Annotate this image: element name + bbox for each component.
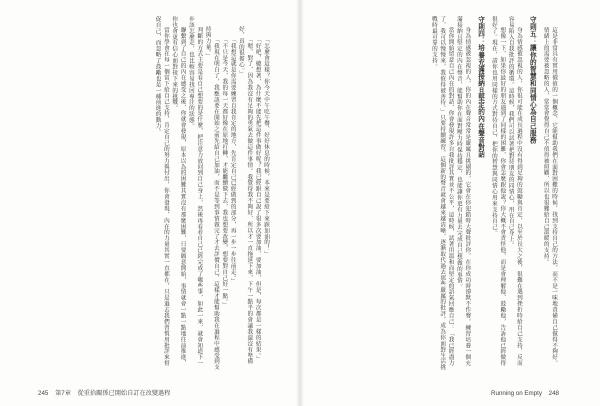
left-page-footer xyxy=(38,388,175,397)
running-title: Running on Empty xyxy=(491,390,542,397)
dialogue-line: 「不只是今天，我的每一天都好像在原地打轉，才能繼續做下去，我也想要改變，想要對自己好一點。」 xyxy=(221,37,228,309)
body-paragraph: 當你學會在每一個當下給自己支持，肯定自己的努力與付出，你會發現，內在的力量其實一直都在，只是過去我們習慣用批評來督促自己，而忽略了鼓勵也是一種前進的動力。 xyxy=(154,16,169,367)
body-paragraph: 想像一下，如果你最好的朋友遇到了同樣的困難，你會怎麼跟他說？你大概不會責怪他，而是會理解他、鼓勵他，告訴他已經做得很好了。現在，請你也用同樣的方式對待自己，把你的智慧與同情心用來支持自己。 xyxy=(490,16,506,367)
body-paragraph: 當你開始留意自己內在的對話，你會發現許多自我批評其實並不公平，這時候，試著用溫和而堅定的語氣回應自己：「我已經盡力了，我可以慢慢來，我值得被善待。」只要持續練習，這個新的聲音就會越來越清晰，逐漸取代過去那些嚴厲的批評，成為你面對生活挑戰時最可靠的支持。 xyxy=(430,16,454,371)
chapter-label: 第7章 xyxy=(55,390,71,397)
right-page xyxy=(300,0,600,406)
right-page-footer xyxy=(491,390,564,397)
body-paragraph: 身為情感被忽視的人，你很可能在成長過程中沒有得到足夠的鼓勵與肯定，以至於長大之後，很難在遇到挫折時給自己支持，反而容易陷入自我批評的循環。這時候，我們可以試著把對待朋友的同情心，用在自己身上。 xyxy=(507,16,522,367)
section-heading: 守則五：讓你的智慧和同情心為自己服務 xyxy=(528,16,537,144)
body-paragraph: 判斷的方式主要是看自己想要的是什麼，把注意力放回到自己身上，然後再看看自己已經完成了哪些事，如此一來，就會知道下一步該怎麼走，也比較容易找回專注的狀態。 xyxy=(187,16,203,367)
body-paragraph: 情緒上的需要被忽略的人，常常會覺得自己不值得被照顧，所以也很難給自己溫暖的支持。 xyxy=(542,27,549,266)
dialogue-line: 「我現在明白了，我應該要在開始之前先給自己加油，而不是等到事情做完了才去評價自己，這樣才能幫助我在過程中感受到支持與力量。」 xyxy=(204,26,219,371)
body-paragraph: 聯繫到了自己的內在感受之後，你就會發現，原本以為的困難其實沒有那麼困難，只要願意開始，事情就會一點一點地往前推進，你也會更有信心面對接下來的挑戰。 xyxy=(171,16,186,367)
section-heading: 守則四：培養充滿接納且堅定的內在聲音對話 xyxy=(476,16,485,158)
chapter-title: 從重拾關係已開始自訂在改變過程 xyxy=(77,390,171,397)
dialogue-line: 「好吧，總想著，為什麼不能先把這件事做好呢？我已經跟自己說了很多次要加油、要加油，但是，每次都是一樣的結果。」 xyxy=(254,37,261,362)
page-number: 245 xyxy=(38,390,49,397)
dialogue-line: 「嗯，對了，因為我沒有足夠的勇氣去做這件事情。我覺得我不夠好，所以才一直拖延下來，下午一點半的會議我還沒有準備好，真的很擔心。」 xyxy=(237,26,253,365)
body-paragraph: 這是非常具有實用價值的一個概念，它能幫助我們在面對困難的時候，找到支持自己的方法，而不是一味地責備自己做得不夠好。 xyxy=(551,27,557,367)
page-number: 248 xyxy=(548,390,559,397)
dialogue-line: 「怎麼會這樣？你今天中午吃午餐、好好休息的時候，本來是要給下來跟加油的！」 xyxy=(263,37,269,258)
left-page-text xyxy=(40,16,270,372)
dialogue-line: 「我想這就是你需要練習自我肯定的地方，先肯定自己已經做到的部分，再一步一步往前走。」 xyxy=(229,37,236,285)
right-page-text xyxy=(336,16,558,372)
body-paragraph: 身為情感被忽視的人，你的內在聲音常常是嚴厲且挑剔的，它會在你犯錯時大聲批評你，在你成功時卻默不作聲。練習培養一個充滿接納且堅定的內在聲音，能幫助你在面對壓力時保持穩定，也能讓你更有力量去完成自己想做的事情。 xyxy=(455,16,471,367)
